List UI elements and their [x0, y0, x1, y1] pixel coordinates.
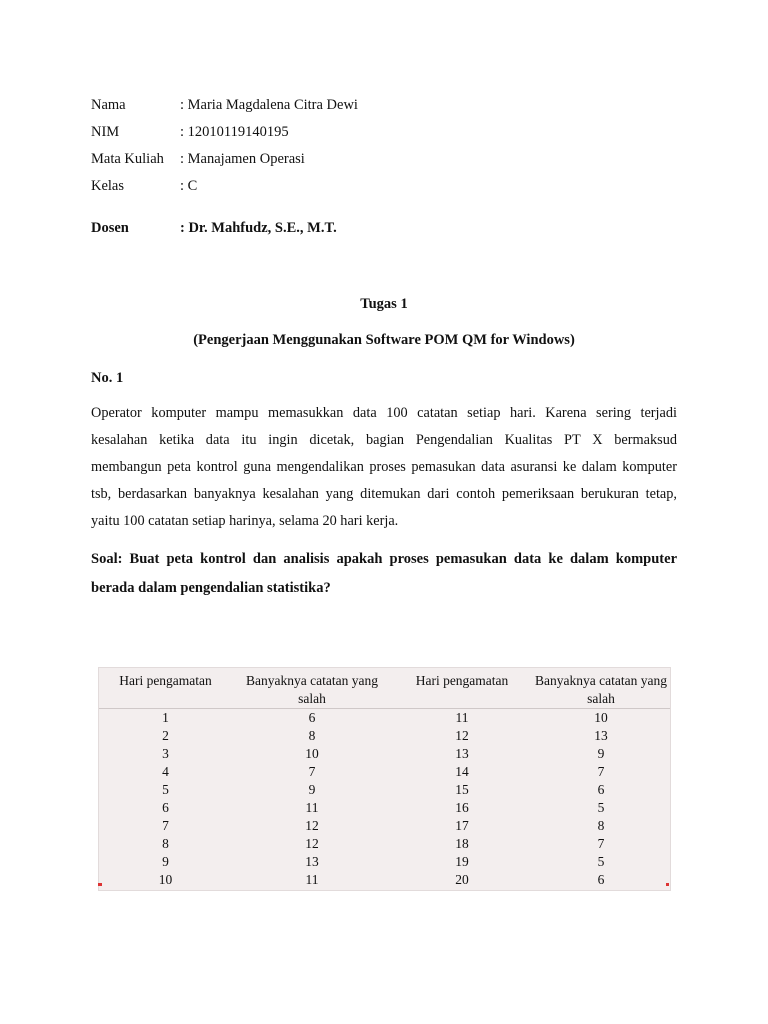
paragraph-line: yaitu 100 catatan setiap harinya, selama 20 hari kerja.	[91, 513, 399, 529]
table-cell: 15	[455, 782, 469, 797]
column-header: Hari pengamatan	[99, 668, 232, 709]
table-cell: 6	[308, 710, 316, 725]
table-cell: 7	[308, 764, 316, 779]
info-row-nim	[91, 119, 358, 146]
table-cell: 2	[162, 728, 169, 743]
table-cell: 13	[594, 728, 608, 743]
table-cell: 4	[162, 764, 169, 779]
table-cell: 13	[305, 854, 319, 869]
table-row	[99, 763, 670, 781]
table-cell: 20	[455, 872, 469, 887]
info-value: : 12010119140195	[180, 124, 289, 140]
info-label: Dosen	[91, 220, 129, 236]
table-cell: 8	[162, 836, 169, 851]
table-cell: 19	[455, 854, 469, 869]
paragraph-line: kesalahan ketika data itu ingin dicetak, bagian Pengendalian Kualitas PT X bermaksud	[91, 432, 677, 448]
table-row	[99, 781, 670, 799]
info-value: : Dr. Mahfudz, S.E., M.T.	[180, 220, 337, 236]
table-cell: 10	[594, 710, 608, 725]
info-value: : C	[180, 178, 198, 194]
table-corner-mark	[666, 883, 669, 886]
table-cell: 6	[162, 800, 169, 815]
table-cell: 12	[305, 836, 319, 851]
paragraph-line: Operator komputer mampu memasukkan data 100 catatan setiap hari. Karena sering terjadi	[91, 405, 677, 421]
column-header: Banyaknya catatan yang salah	[532, 668, 670, 709]
column-header: Hari pengamatan	[392, 668, 532, 709]
data-table	[98, 667, 671, 891]
table-cell: 8	[597, 818, 605, 833]
table-cell: 7	[597, 764, 605, 779]
table-row	[99, 727, 670, 745]
table-cell: 10	[305, 746, 319, 761]
table-cell: 12	[455, 728, 469, 743]
column-header: Banyaknya catatan yang salah	[232, 668, 392, 709]
table-cell: 11	[455, 710, 469, 725]
info-label: Mata Kuliah	[91, 151, 164, 167]
table-cell: 9	[597, 746, 605, 761]
table-row	[99, 817, 670, 835]
table-header-row	[99, 668, 670, 709]
table-cell: 1	[162, 710, 169, 725]
table-cell: 8	[308, 728, 316, 743]
paragraph-line: membangun peta kontrol guna mengendalikan proses pemasukan data asuransi ke dalam komputer	[91, 459, 677, 475]
question-line: Soal: Buat peta kontrol dan analisis apakah proses pemasukan data ke dalam komputer	[91, 551, 677, 567]
info-row-dosen	[91, 215, 358, 242]
table-cell: 3	[162, 746, 169, 761]
problem-paragraph	[91, 400, 677, 535]
paragraph-line: tsb, berdasarkan banyaknya kesalahan yang ditemukan dari contoh pemeriksaan berukuran tetap,	[91, 486, 677, 502]
question-line: berada dalam pengendalian statistika?	[91, 580, 331, 596]
table-cell: 16	[455, 800, 469, 815]
table-cell: 5	[597, 854, 605, 869]
table-row	[99, 745, 670, 763]
table-cell: 11	[305, 800, 319, 815]
table-cell: 5	[597, 800, 605, 815]
question-text	[91, 545, 677, 603]
info-value: : Maria Magdalena Citra Dewi	[180, 97, 358, 113]
section-heading: No. 1	[91, 370, 124, 386]
table-row	[99, 835, 670, 853]
table-row	[99, 871, 670, 889]
table-cell: 7	[597, 836, 605, 851]
info-row-nama	[91, 92, 358, 119]
table-cell: 17	[455, 818, 469, 833]
table-cell: 7	[162, 818, 169, 833]
table-cell: 5	[162, 782, 169, 797]
info-row-kelas	[91, 173, 358, 200]
table-cell: 13	[455, 746, 469, 761]
table-row	[99, 799, 670, 817]
table-cell: 14	[455, 764, 469, 779]
document-title: Tugas 1	[360, 296, 408, 312]
document-subtitle: (Pengerjaan Menggunakan Software POM QM for Windows)	[193, 332, 575, 348]
table-cell: 9	[308, 782, 316, 797]
table-corner-mark	[98, 883, 102, 886]
table-cell: 6	[597, 782, 605, 797]
table-cell: 10	[158, 872, 173, 887]
table-cell: 12	[305, 818, 319, 833]
table-cell: 6	[597, 872, 605, 887]
table-cell: 18	[455, 836, 469, 851]
info-row-mata-kuliah	[91, 146, 358, 173]
info-label: Kelas	[91, 178, 125, 194]
info-value: : Manajamen Operasi	[180, 151, 305, 167]
table-row	[99, 853, 670, 871]
info-label: Nama	[91, 97, 126, 113]
info-label: NIM	[91, 124, 120, 140]
table-cell: 9	[162, 854, 169, 869]
table-cell: 11	[305, 872, 319, 887]
table-row	[99, 709, 670, 728]
student-info	[91, 92, 358, 242]
